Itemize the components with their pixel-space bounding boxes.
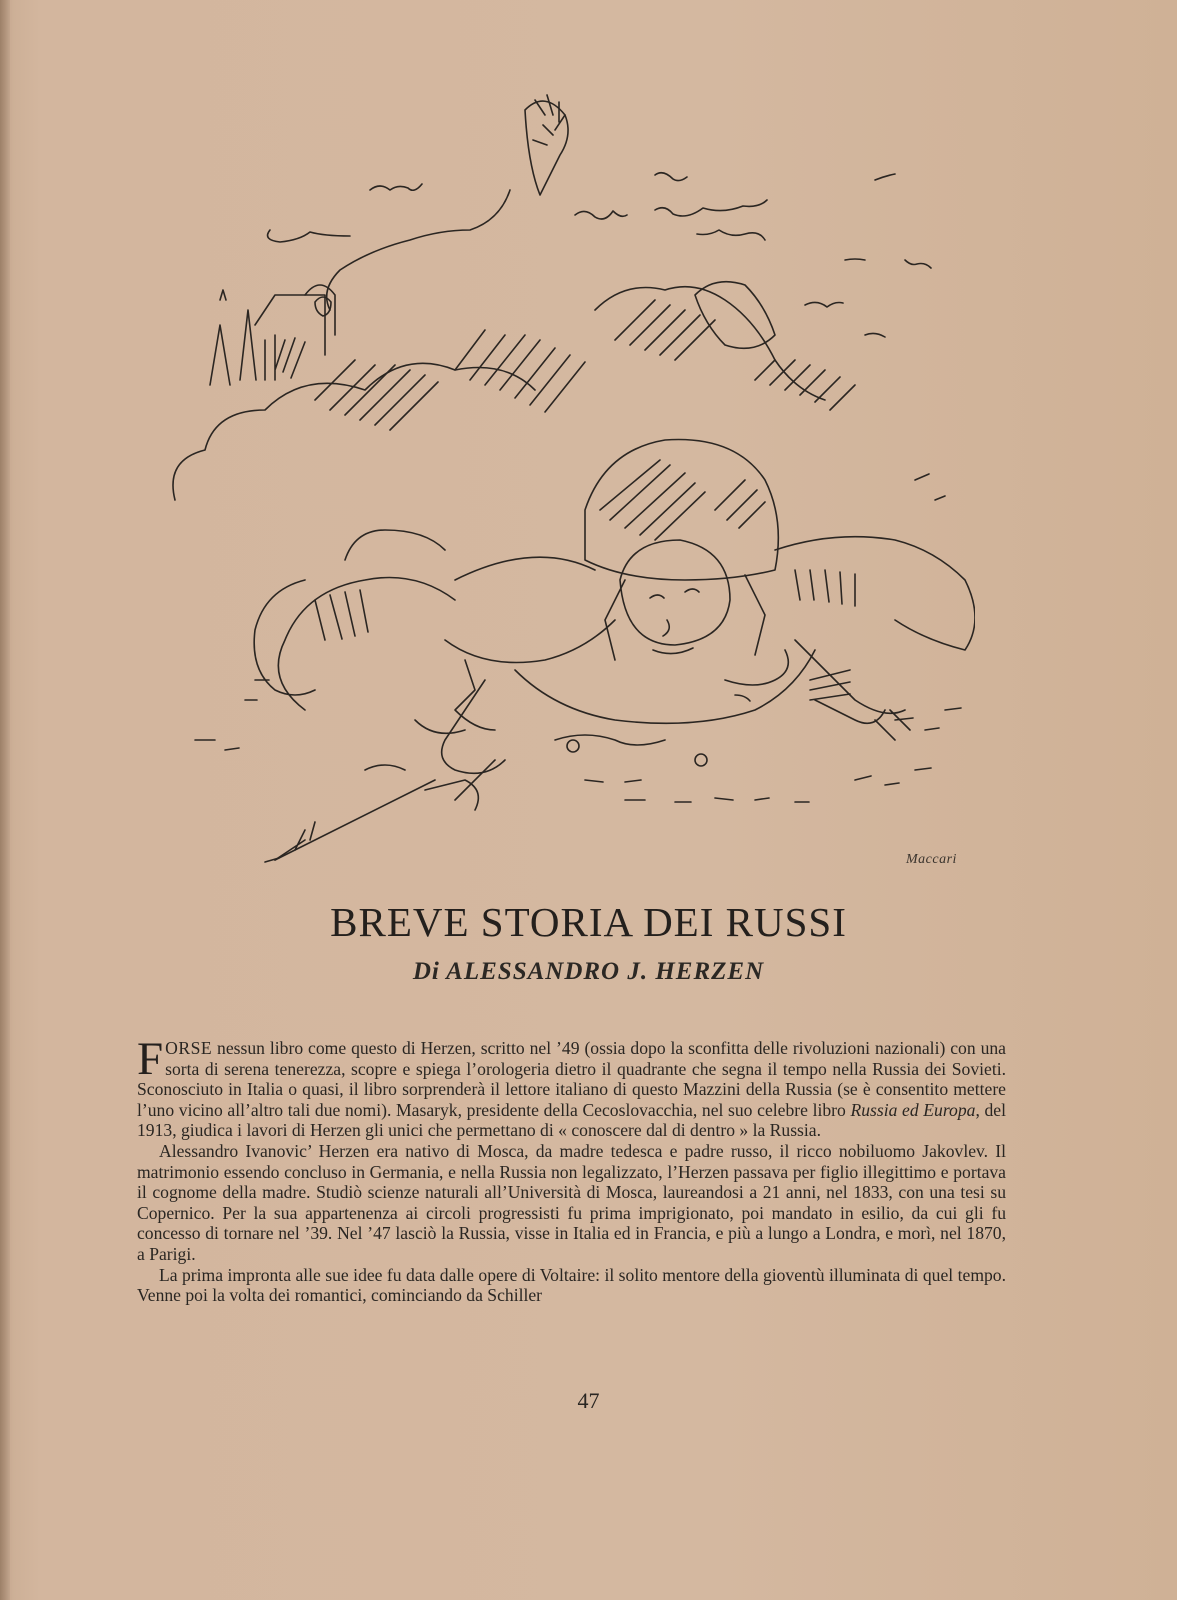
article-byline: Di ALESSANDRO J. HERZEN xyxy=(412,958,765,985)
paragraph-1-text-a: nessun libro come questo di Herzen, scritto nel ’49 (ossia dopo la sconfitta delle rivoluzioni nazionali) con una sorta di serena tenerezza, scopre e spiega l’orologeria dietro il quadrante che segna il tempo nella Russia dei Sovieti. Sconosciuto in Italia o quasi, il libro sorprenderà il lettore italiano di questo Mazzini della Russia (se è consentito mettere l’uno vicino all’altro tali due nomi). Masaryk, presidente della Cecoslovacchia, nel suo celebre libro xyxy=(137,1038,1006,1120)
drop-cap: F xyxy=(137,1033,164,1085)
page-number: 47 xyxy=(577,1388,600,1413)
paragraph-1 xyxy=(137,1033,1006,1141)
caricature-illustration xyxy=(155,80,975,885)
illustrator-signature: Maccari xyxy=(906,852,957,867)
book-title: Russia ed Europa xyxy=(850,1099,976,1120)
lead-word: ORSE xyxy=(165,1038,213,1058)
article-title: BREVE STORIA DEI RUSSI xyxy=(330,899,847,945)
paragraph-1-text-b: , del 1913, giudica i lavori di Herzen gli unici che permettano di « conoscere dal di dentro » la Russia. xyxy=(137,1099,1006,1141)
paragraph-2: Alessandro Ivanovic’ Herzen era nativo di Mosca, da madre tedesca e padre russo, il ricco nobiluomo Jakovlev. Il matrimonio essendo concluso in Germania, e nella Russia non legalizzato, l’Herzen passava per figlio illegittimo e portava il cognome della madre. Studiò scienze naturali all’Università di Mosca, laureandosi a 21 anni, nel 1833, con una tesi su Copernico. Per la sua appartenenza ai circoli progressisti fu prima imprigionato, poi mandato in esilio, da cui gli fu concesso di tornare nel ’39. Nel ’47 lasciò la Russia, visse in Italia ed in Francia, e più a lungo a Londra, e morì, nel 1870, a Parigi. xyxy=(137,1140,1006,1264)
paragraph-3: La prima impronta alle sue idee fu data dalle opere di Voltaire: il solito mentore della gioventù illuminata di quel tempo. Venne poi la volta dei romantici, cominciando da Schiller xyxy=(137,1264,1006,1306)
article-body xyxy=(137,1033,1006,1306)
